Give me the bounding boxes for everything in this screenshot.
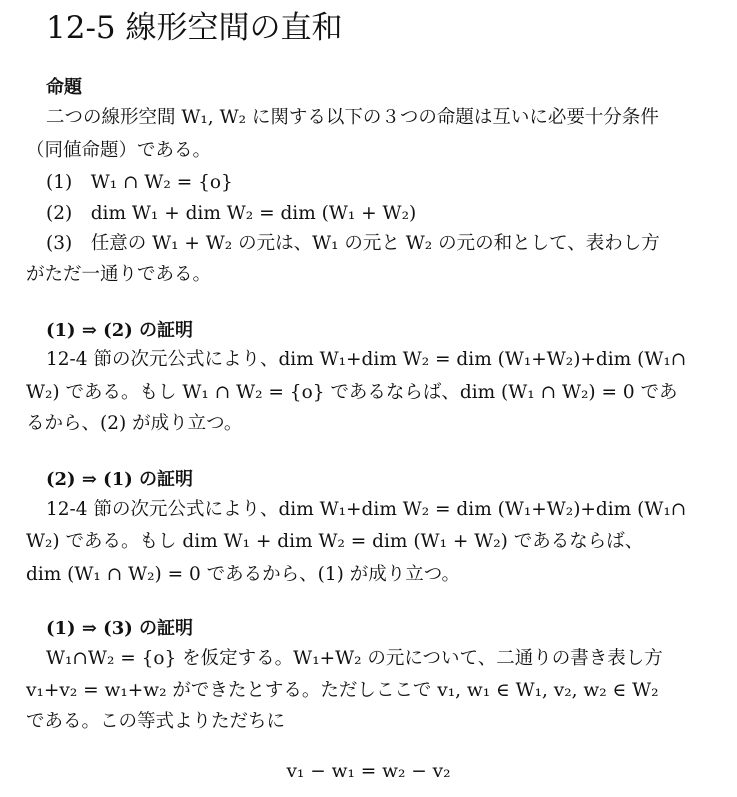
proposition-item-1: (1) W₁ ∩ W₂ = {o} (46, 172, 233, 193)
proposition-item-3-line-2: がただ一通りである。 (26, 264, 212, 285)
proposition-intro-line-2: （同値命題）である。 (26, 140, 212, 161)
proof-1-2-line-1: 12-4 節の次元公式により、dim W₁+dim W₂ = dim (W₁+W₂)+dim (W₁∩ (46, 349, 687, 370)
proof-1-3-line-2: v₁+v₂ = w₁+w₂ ができたとする。ただしここで v₁, w₁ ∈ W₁, v₂, w₂ ∈ W₂ (26, 680, 659, 701)
section-title: 12-5 線形空間の直和 (46, 10, 343, 46)
proof-2-1-line-2: W₂) である。もし dim W₁ + dim W₂ = dim (W₁ + W₂) であるならば、 (26, 531, 644, 552)
proof-1-3-line-1: W₁∩W₂ = {o} を仮定する。W₁+W₂ の元について、二通りの書き表し方 (46, 648, 663, 669)
proof-1-2-line-2: W₂) である。もし W₁ ∩ W₂ = {o} であるならば、dim (W₁ ∩ W₂) = 0 であ (26, 382, 678, 403)
proposition-intro-line-1: 二つの線形空間 W₁, W₂ に関する以下の３つの命題は互いに必要十分条件 (46, 107, 659, 128)
proof-1-3-line-3: である。この等式よりただちに (26, 711, 286, 732)
proposition-item-2: (2) dim W₁ + dim W₂ = dim (W₁ + W₂) (46, 203, 417, 224)
proof-2-1-line-3: dim (W₁ ∩ W₂) = 0 であるから、(1) が成り立つ。 (26, 564, 461, 585)
display-equation: v₁ − w₁ = w₂ − v₂ (286, 761, 451, 782)
proof-1-3-heading: (1) ⇒ (3) の証明 (46, 618, 193, 639)
proof-1-2-heading: (1) ⇒ (2) の証明 (46, 320, 193, 341)
proposition-heading: 命題 (46, 77, 82, 98)
proof-2-1-heading: (2) ⇒ (1) の証明 (46, 469, 193, 490)
proof-1-2-line-3: るから、(2) が成り立つ。 (26, 413, 243, 434)
proof-2-1-line-1: 12-4 節の次元公式により、dim W₁+dim W₂ = dim (W₁+W₂)+dim (W₁∩ (46, 499, 687, 520)
proposition-item-3-line-1: (3) 任意の W₁ + W₂ の元は、W₁ の元と W₂ の元の和として、表わし方 (46, 233, 660, 254)
